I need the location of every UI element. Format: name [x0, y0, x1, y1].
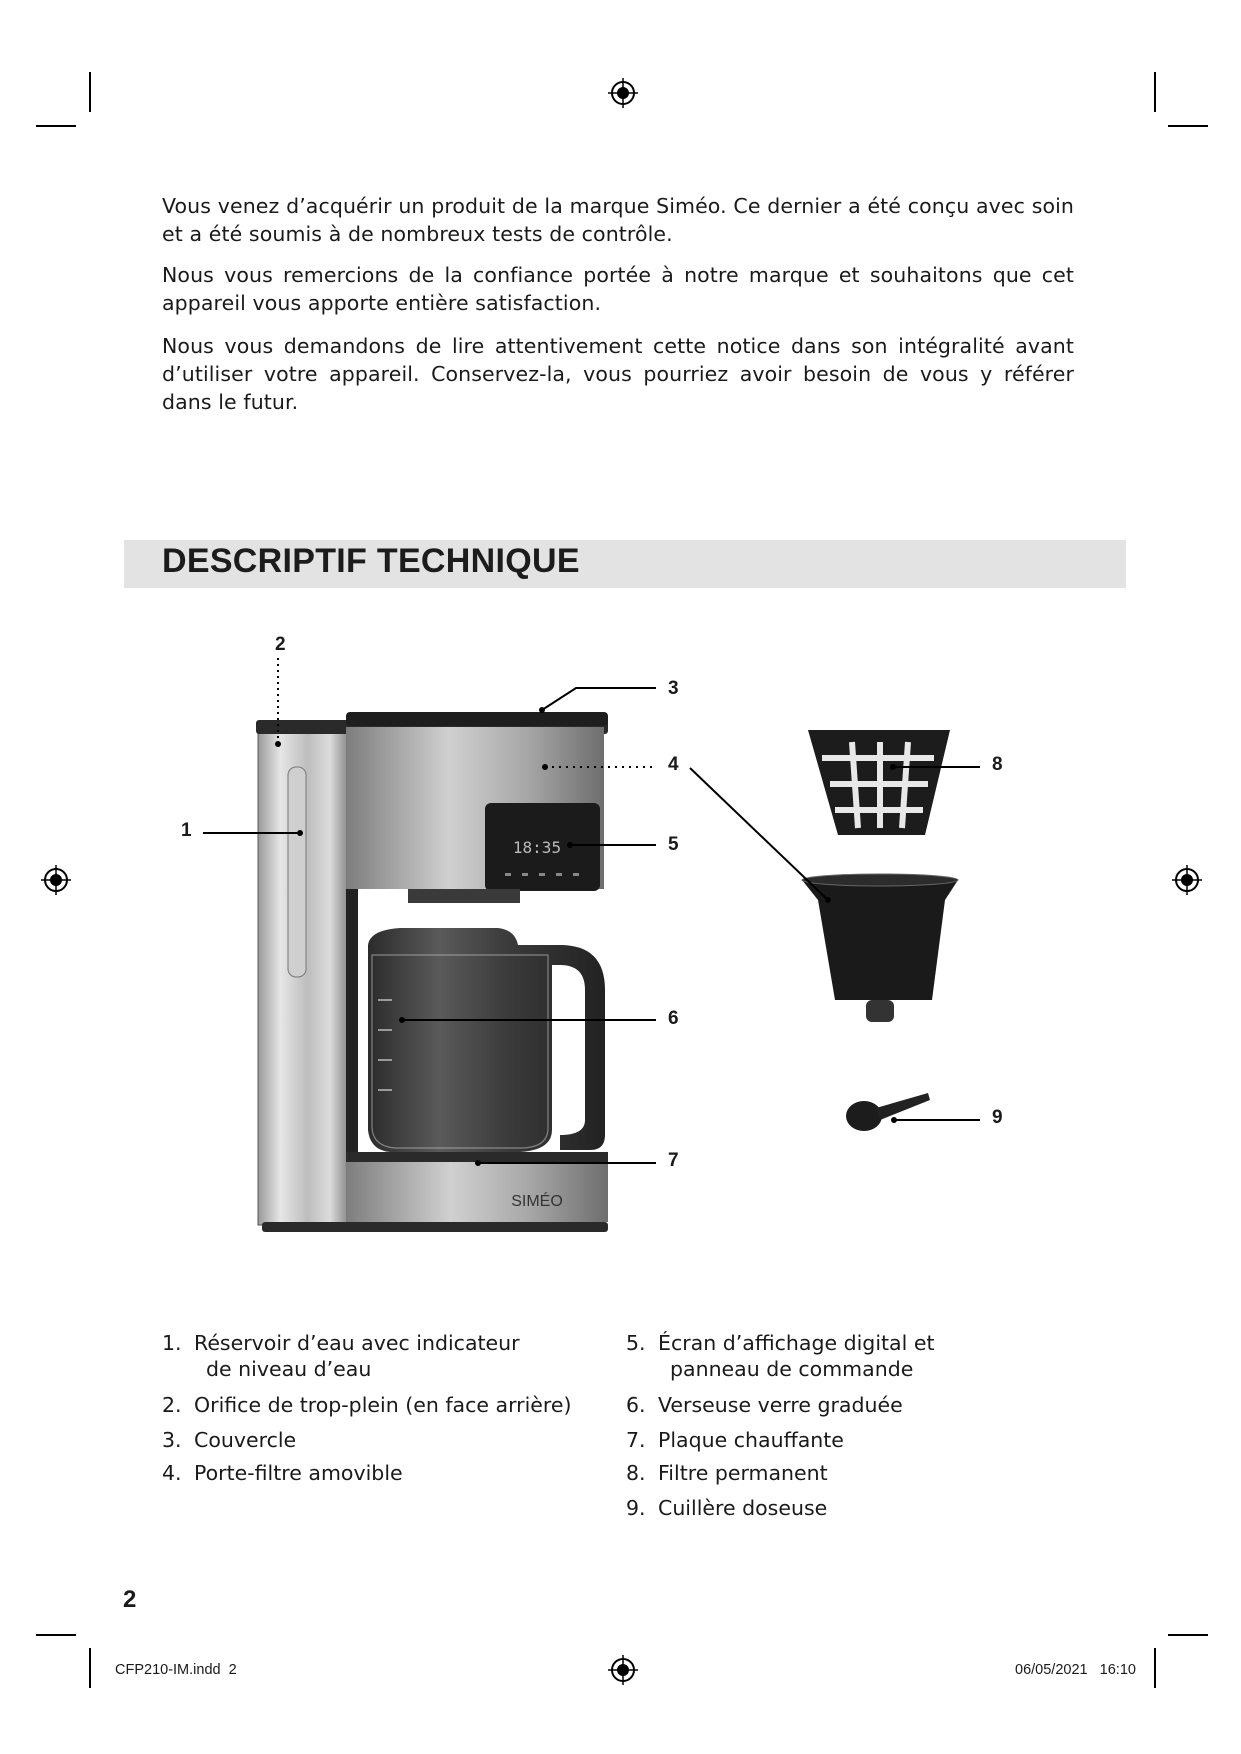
callout-7: 7: [668, 1150, 679, 1171]
crop-mark: [1154, 72, 1156, 112]
section-title: DESCRIPTIF TECHNIQUE: [162, 542, 580, 580]
footer-file-page: 2: [228, 1662, 237, 1678]
legend-item-8: [626, 1460, 828, 1486]
footer-time: 16:10: [1099, 1662, 1136, 1678]
legend-text: Couvercle: [194, 1428, 297, 1452]
legend-text-continued: de niveau d’eau: [206, 1357, 372, 1381]
legend-item-1: [162, 1330, 520, 1382]
crop-mark: [36, 1634, 76, 1636]
registration-mark-icon: [608, 1655, 638, 1685]
intro-paragraph-1: Vous venez d’acquérir un produit de la marque Siméo. Ce dernier a été conçu avec soin et a été soumis à de nombreux tests de contrôle.: [162, 194, 1074, 246]
legend-text: Plaque chauffante: [658, 1428, 844, 1452]
legend-item-9: [626, 1495, 827, 1521]
legend-text: Filtre permanent: [658, 1461, 828, 1485]
legend-item-5: [626, 1330, 934, 1382]
legend-text: Cuillère doseuse: [658, 1496, 828, 1520]
legend-text: Verseuse verre graduée: [658, 1393, 903, 1417]
callout-6: 6: [668, 1008, 679, 1029]
callout-8: 8: [992, 754, 1003, 775]
callout-2: 2: [275, 634, 286, 655]
callout-5: 5: [668, 834, 679, 855]
legend-item-4: [162, 1460, 403, 1486]
permanent-filter: [808, 730, 950, 835]
crop-mark: [1154, 1648, 1156, 1688]
crop-mark: [89, 1648, 91, 1688]
display-time: 18:35: [512, 838, 562, 857]
legend-item-2: [162, 1392, 571, 1418]
intro-paragraph-3: Nous vous demandons de lire attentivement cette notice dans son intégralité avant d’utiliser votre appareil. Conservez-la, vous pourriez avoir besoin de vous y référer dans le futur.: [162, 334, 1074, 414]
legend-number: 3.: [162, 1428, 182, 1452]
coffee-maker-diagram: [0, 620, 1241, 1260]
callout-1: 1: [181, 820, 192, 841]
footer-timestamp: [1015, 1662, 1136, 1678]
legend-text: Écran d’affichage digital et: [658, 1331, 935, 1355]
legend-number: 8.: [626, 1461, 646, 1485]
crop-mark: [36, 125, 76, 127]
legend-item-6: [626, 1392, 903, 1418]
legend-number: 4.: [162, 1461, 182, 1485]
legend-number: 1.: [162, 1331, 182, 1355]
legend-text-continued: panneau de commande: [670, 1357, 914, 1381]
footer-file: [115, 1662, 237, 1678]
legend-number: 7.: [626, 1428, 646, 1452]
crop-mark: [1168, 1634, 1208, 1636]
footer-date: 06/05/2021: [1015, 1662, 1088, 1678]
crop-mark: [1168, 125, 1208, 127]
legend-number: 5.: [626, 1331, 646, 1355]
registration-mark-icon: [608, 78, 638, 108]
callout-4: 4: [668, 754, 679, 775]
legend-item-7: [626, 1427, 844, 1453]
callout-9: 9: [992, 1107, 1003, 1128]
footer-filename: CFP210-IM.indd: [115, 1662, 221, 1678]
legend-number: 2.: [162, 1393, 182, 1417]
coffee-maker: [256, 712, 608, 1232]
page-number: 2: [123, 1586, 137, 1613]
legend-text: Orifice de trop-plein (en face arrière): [194, 1393, 572, 1417]
intro-paragraph-2: Nous vous remercions de la confiance portée à notre marque et souhaitons que cet appareil vous apporte entière satisfaction.: [162, 263, 1074, 315]
brand-mark: SIMÉO: [511, 1193, 563, 1210]
callout-3: 3: [668, 678, 679, 699]
legend-text: Porte-filtre amovible: [194, 1461, 403, 1485]
legend-number: 6.: [626, 1393, 646, 1417]
legend-item-3: [162, 1427, 296, 1453]
legend-number: 9.: [626, 1496, 646, 1520]
legend-text: Réservoir d’eau avec indicateur: [194, 1331, 520, 1355]
measuring-spoon: [846, 1093, 930, 1131]
crop-mark: [89, 72, 91, 112]
